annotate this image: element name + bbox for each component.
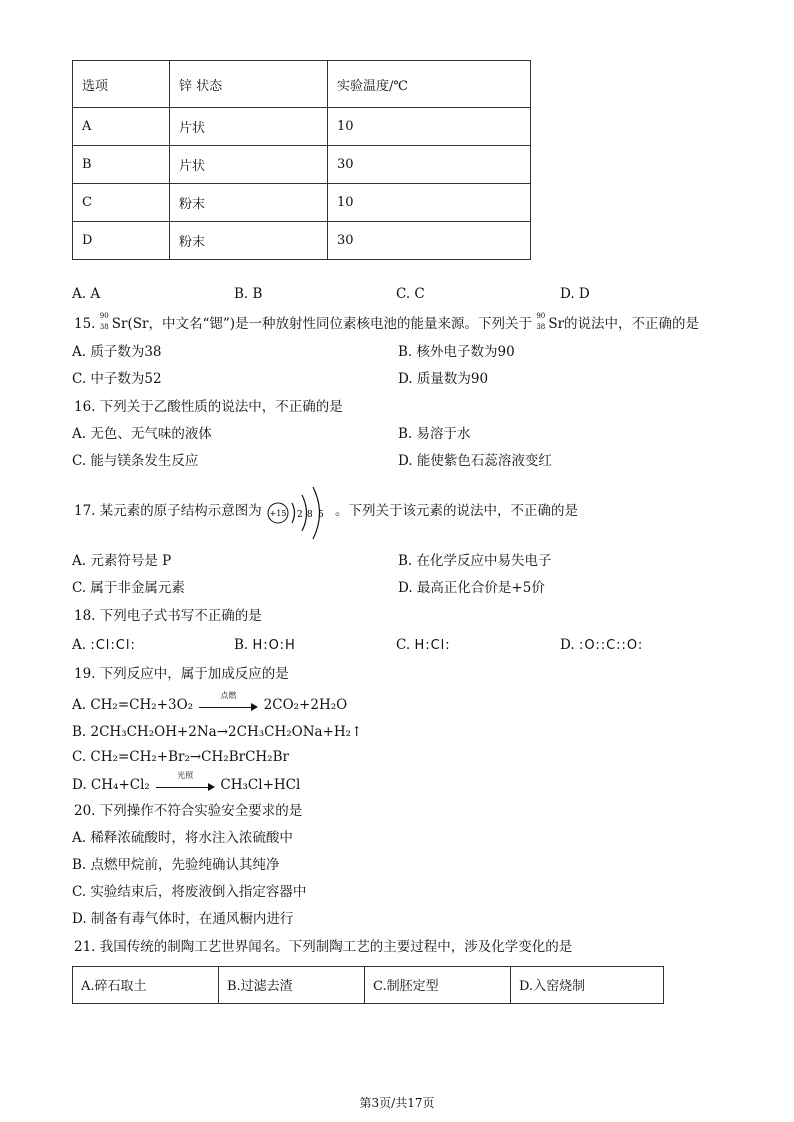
lewis-formula-d: :O::C::O:: [578, 638, 644, 653]
q17-stem-part-a: 17. 某元素的原子结构示意图为: [74, 503, 262, 519]
table-cell: 30: [328, 222, 531, 260]
q19-option-d: [72, 771, 301, 793]
q17-stem-part-b: 。下列关于该元素的说法中，不正确的是: [335, 503, 578, 519]
isotope-notation: [99, 312, 112, 331]
q21-options-table: [72, 966, 664, 1004]
mass-number: 90: [99, 312, 109, 320]
q21-option-a: A.碎石取土: [73, 967, 219, 1004]
electron-shell-1: [292, 503, 295, 523]
q14-option-c: C. C: [396, 286, 425, 302]
lewis-formula-a: :Cl:Cl:: [90, 638, 136, 653]
nucleus-charge: +15: [269, 509, 287, 518]
q17-option-b: B. 在化学反应中易失电子: [398, 553, 552, 569]
table-header-cell: 选项: [73, 61, 170, 108]
q18-option-a: A. :Cl:Cl:: [72, 637, 136, 653]
shell-2-electrons: 8: [307, 510, 313, 520]
table-cell: 粉末: [170, 184, 328, 222]
q19-option-b: B. 2CH₃CH₂OH+2Na→2CH₃CH₂ONa+H₂↑: [72, 724, 363, 740]
table-cell: B: [73, 146, 170, 184]
products: 2CO₂+2H₂O: [263, 697, 348, 713]
q21-option-b: B.过滤去渣: [219, 967, 365, 1004]
q18-stem: 18. 下列电子式书写不正确的是: [74, 608, 262, 624]
atomic-structure-diagram: [263, 483, 335, 543]
atomic-number: 38: [99, 323, 109, 331]
q17-option-d: D. 最高正化合价是+5价: [398, 580, 545, 596]
q15-stem-part-b: 的说法中，不正确的是: [564, 316, 700, 332]
q17-option-c: C. 属于非金属元素: [72, 580, 185, 596]
q18-option-b: B. H:O:H: [234, 637, 296, 653]
q20-option-c: C. 实验结束后，将废液倒入指定容器中: [72, 884, 307, 900]
experiment-table: [72, 60, 531, 260]
q17-option-a: A. 元素符号是 P: [72, 553, 172, 569]
q16-option-c: C. 能与镁条发生反应: [72, 453, 199, 469]
q19-option-a: [72, 691, 348, 713]
table-header-cell: 实验温度/℃: [328, 61, 531, 108]
isotope-notation: 90 38: [536, 312, 546, 331]
q15-option-a: A. 质子数为38: [72, 344, 162, 360]
q20-option-b: B. 点燃甲烷前，先验纯确认其纯净: [72, 857, 280, 873]
table-cell: 片状: [170, 108, 328, 146]
reaction-arrow: [154, 771, 216, 791]
table-header-row: [73, 61, 531, 108]
table-cell: C: [73, 184, 170, 222]
q16-option-a: A. 无色、无气味的液体: [72, 426, 212, 442]
q15-option-c: C. 中子数为52: [72, 371, 162, 387]
reaction-condition: 光照: [177, 771, 194, 780]
element-symbol: Sr: [111, 316, 128, 332]
q19-option-c: C. CH₂=CH₂+Br₂→CH₂BrCH₂Br: [72, 749, 289, 765]
q15-number: 15.: [74, 316, 96, 332]
table-row: [73, 108, 531, 146]
q15-stem-part-a: (Sr，中文名“锶”)是一种放射性同位素核电池的能量来源。下列关于: [127, 316, 533, 332]
table-row: [73, 146, 531, 184]
q18-option-d: D. :O::C::O:: [560, 637, 644, 653]
table-cell: 粉末: [170, 222, 328, 260]
table-cell: 片状: [170, 146, 328, 184]
reactants: A. CH₂=CH₂+3O₂: [72, 697, 194, 713]
q19-stem: 19. 下列反应中，属于加成反应的是: [74, 666, 289, 682]
q15-option-d: D. 质量数为90: [398, 371, 489, 387]
q14-option-b: B. B: [234, 286, 263, 302]
table-row: [73, 222, 531, 260]
table-header-cell: 锌 状态: [170, 61, 328, 108]
table-cell: 10: [328, 108, 531, 146]
q21-option-c: C.制胚定型: [365, 967, 511, 1004]
q14-option-d: D. D: [560, 286, 590, 302]
q15-stem: 15. 90 38 Sr(Sr，中文名“锶”)是一种放射性同位素核电池的能量来源。下列关于 90 38 Sr的说法中，不正确的是: [74, 312, 700, 332]
q20-option-d: D. 制备有毒气体时，在通风橱内进行: [72, 911, 294, 927]
q21-option-d: D.入窑烧制: [511, 967, 664, 1004]
table-cell: A: [73, 108, 170, 146]
q14-option-a: A. A: [72, 286, 101, 302]
shell-3-electrons: 5: [318, 510, 324, 520]
q15-option-b: B. 核外电子数为90: [398, 344, 515, 360]
q20-option-a: A. 稀释浓硫酸时，将水注入浓硫酸中: [72, 830, 293, 846]
table-row: [73, 184, 531, 222]
reaction-condition: 点燃: [220, 691, 237, 700]
q20-stem: 20. 下列操作不符合实验安全要求的是: [74, 803, 303, 819]
table-cell: 10: [328, 184, 531, 222]
q16-stem: 16. 下列关于乙酸性质的说法中，不正确的是: [74, 399, 343, 415]
table-cell: D: [73, 222, 170, 260]
shell-1-electrons: 2: [297, 510, 303, 520]
q16-option-d: D. 能使紫色石蕊溶液变红: [398, 453, 552, 469]
q18-option-c: C. H:Cl:: [396, 637, 451, 653]
table-row: [73, 967, 664, 1004]
q21-stem: 21. 我国传统的制陶工艺世界闻名。下列制陶工艺的主要过程中，涉及化学变化的是: [74, 939, 573, 955]
reactants: D. CH₄+Cl₂: [72, 777, 150, 793]
q16-option-b: B. 易溶于水: [398, 426, 471, 442]
page-footer: 第3页/共17页: [359, 1096, 435, 1110]
table-cell: 30: [328, 146, 531, 184]
lewis-formula-c: H:Cl:: [414, 638, 451, 653]
lewis-formula-b: H:O:H: [252, 638, 296, 653]
products: CH₃Cl+HCl: [220, 777, 301, 793]
reaction-arrow: [197, 691, 259, 711]
